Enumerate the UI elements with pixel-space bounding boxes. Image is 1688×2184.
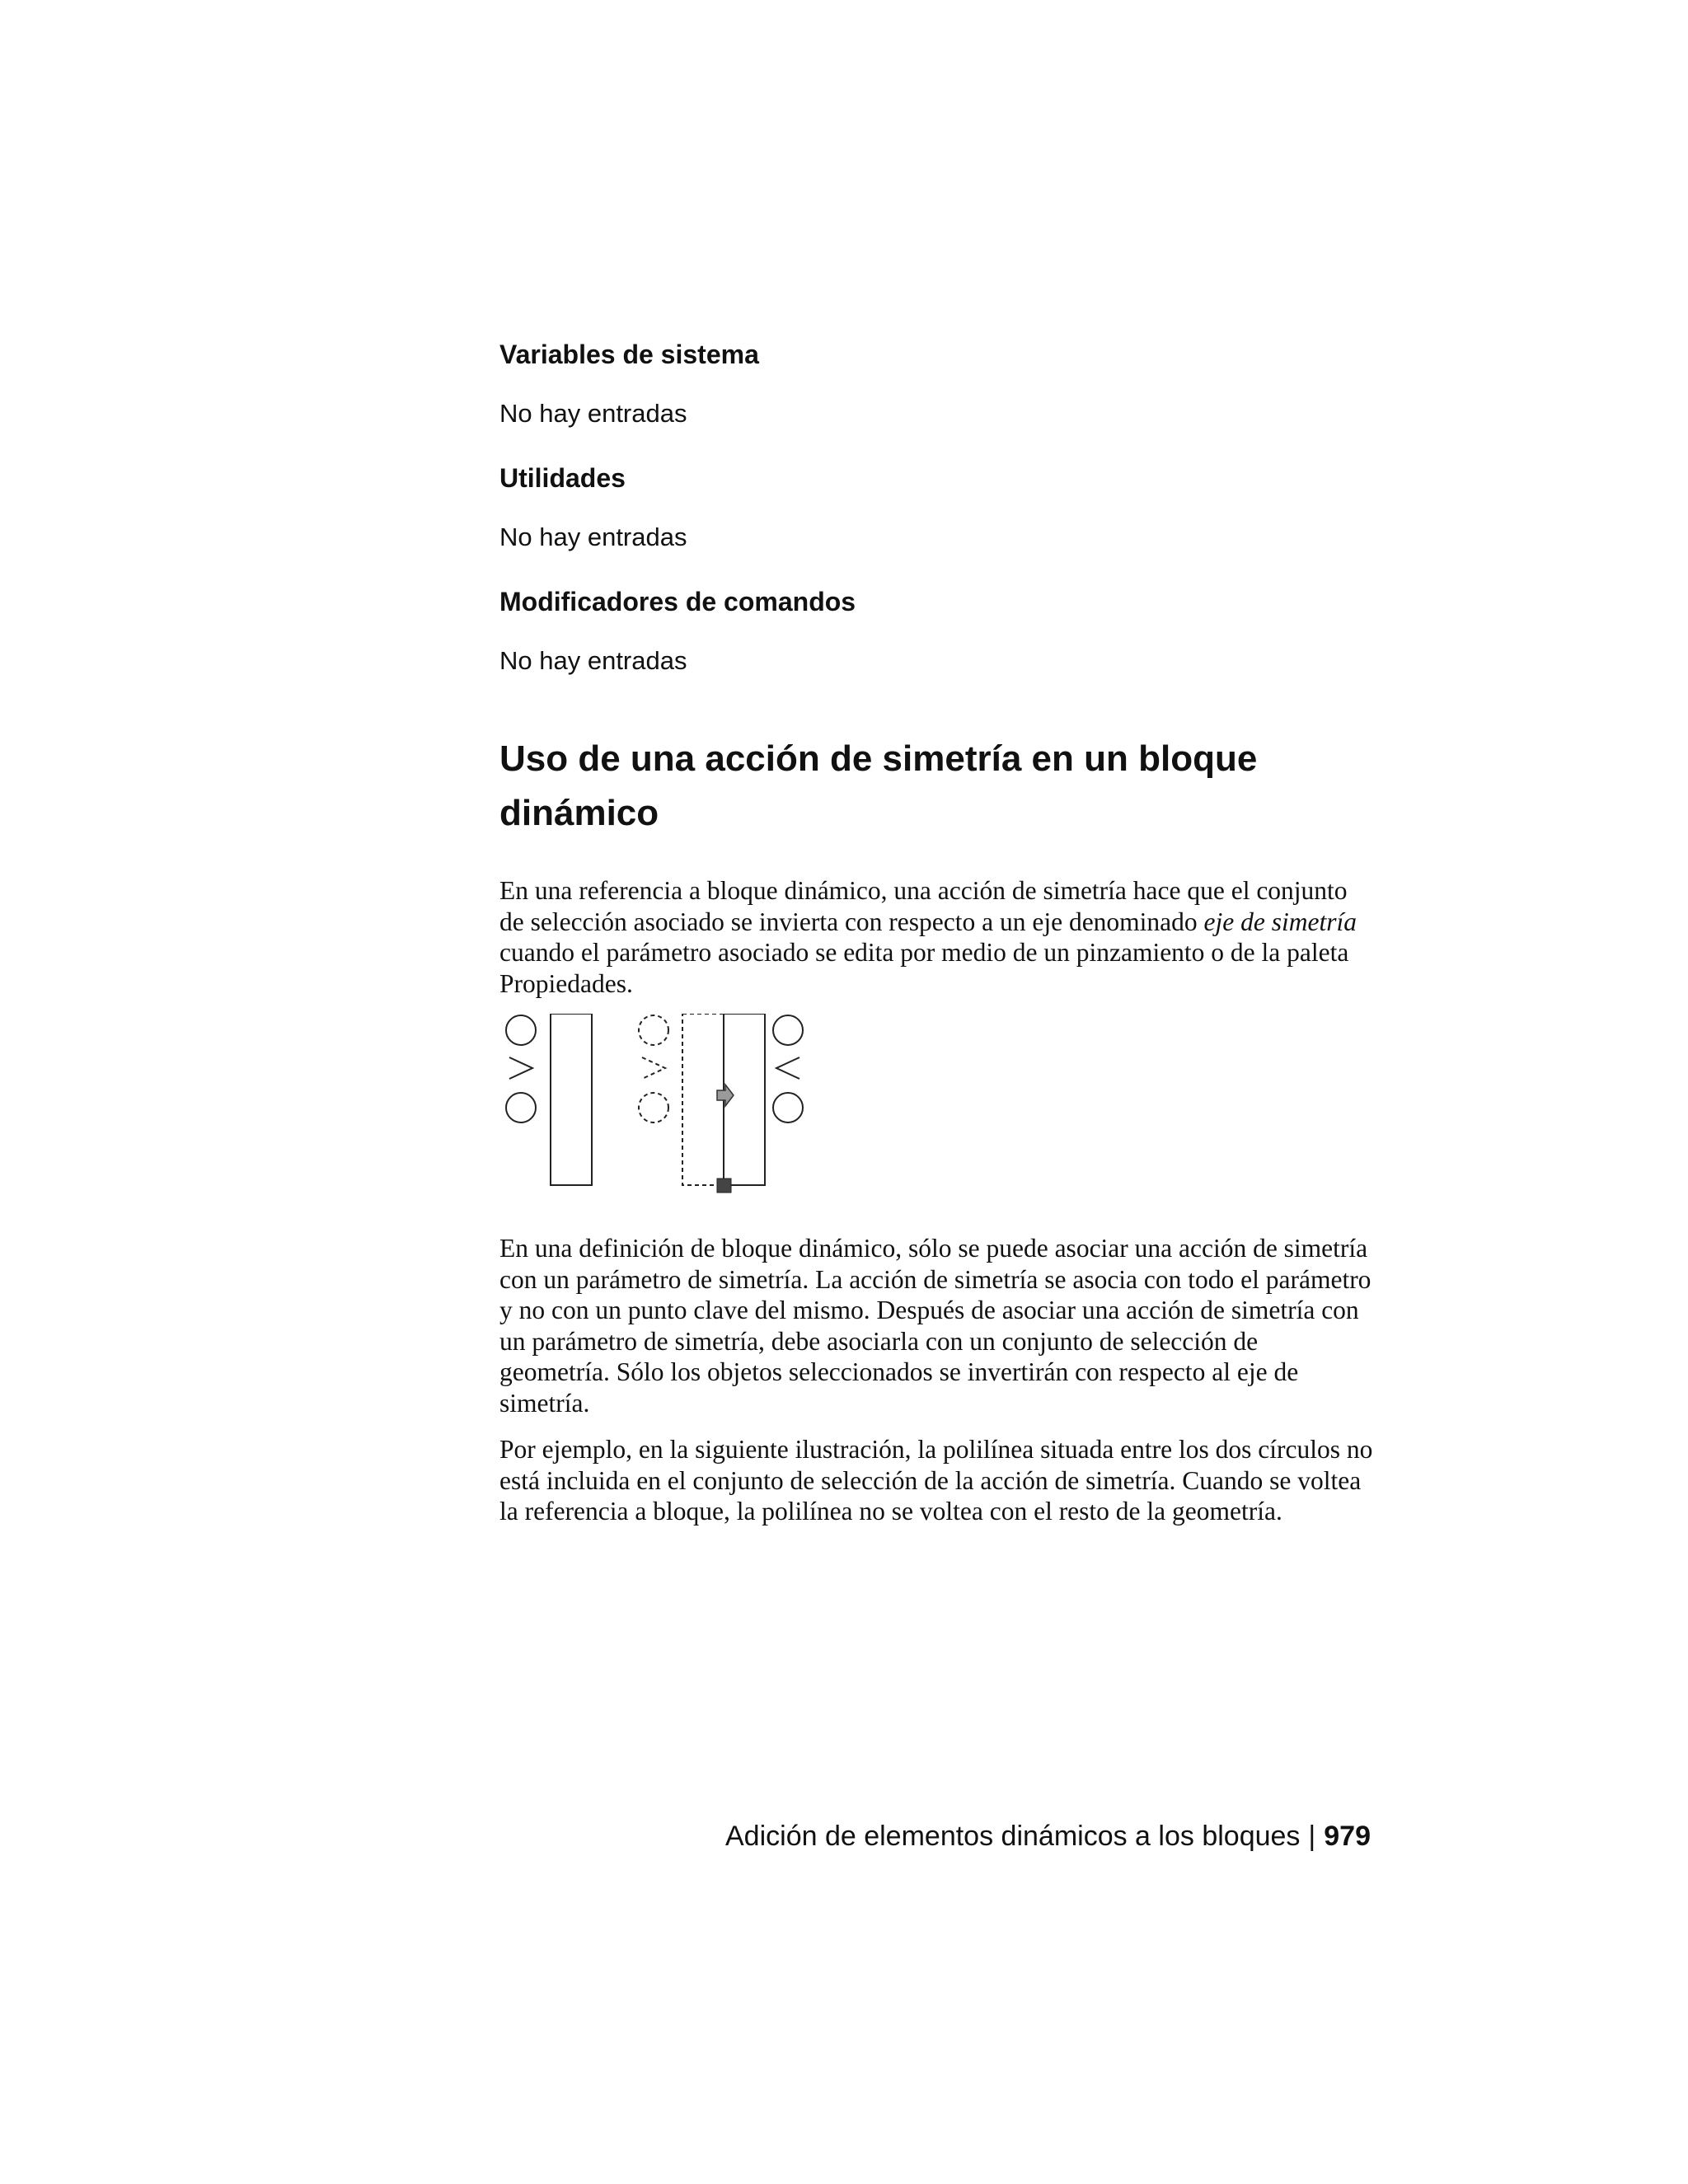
paragraph-definition: En una definición de bloque dinámico, sólo se puede asociar una acción de simetría con un parámetro de simetría. La acción de simetría se asocia con todo el parámetro y no con un punto clave del mismo. Después de asociar una acción de simetría con un parámetro de simetría, debe asociarla con un conjunto de selección de geometría. Sólo los objetos seleccionados se invertirán con respecto al eje de simetría.	[499, 1234, 1372, 1418]
paragraph-example: Por ejemplo, en la siguiente ilustración, la polilínea situada entre los dos círculos no está incluida en el conjunto de selección de la acción de simetría. Cuando se voltea la referencia a bloque, la polilínea no se voltea con el resto de la geometría.	[499, 1435, 1373, 1526]
section-title: Uso de una acción de simetría en un bloque dinámico	[499, 738, 1258, 833]
mirrored-chevron-polyline	[776, 1057, 799, 1079]
flip-action-illustration	[499, 1014, 846, 1212]
bottom-circle	[506, 1093, 536, 1122]
mirrored-bottom-circle	[773, 1093, 803, 1122]
ghost-top-circle	[639, 1015, 668, 1045]
mirrored-top-circle	[773, 1015, 803, 1045]
flipped-ghost-geometry	[639, 1014, 724, 1185]
heading-utilidades: Utilidades	[499, 463, 626, 493]
page-footer	[495, 1818, 1371, 1854]
original-block-geometry	[506, 1014, 592, 1185]
footer-separator: |	[1308, 1821, 1316, 1852]
text-no-entries: No hay entradas	[499, 646, 687, 675]
text-no-entries: No hay entradas	[499, 523, 687, 551]
term-eje-de-simetria: eje de simetría	[1203, 907, 1357, 936]
ghost-chevron-polyline	[642, 1057, 665, 1079]
rectangle	[551, 1014, 592, 1185]
paragraph-intro-lead: En una referencia a bloque dinámico, una acción de simetría hace que el conjunto de selección asociado se invierta con respecto a un eje denominado	[499, 876, 1348, 936]
top-circle	[506, 1015, 536, 1045]
paragraph-intro-tail: cuando el parámetro asociado se edita por medio de un pinzamiento o de la paleta Propiedades.	[499, 938, 1349, 998]
mirrored-block-geometry	[724, 1014, 803, 1185]
ghost-bottom-circle	[639, 1093, 668, 1122]
footer-chapter-title: Adición de elementos dinámicos a los bloques	[725, 1821, 1301, 1852]
page-number: 979	[1324, 1821, 1371, 1852]
text-no-entries: No hay entradas	[499, 399, 687, 428]
heading-variables-de-sistema: Variables de sistema	[499, 340, 759, 369]
base-point-grip-icon[interactable]	[717, 1179, 731, 1193]
heading-modificadores-de-comandos: Modificadores de comandos	[499, 587, 856, 616]
flip-grip-arrow-icon[interactable]	[717, 1085, 734, 1106]
chevron-polyline	[509, 1057, 532, 1079]
paragraph-intro	[499, 875, 1373, 999]
